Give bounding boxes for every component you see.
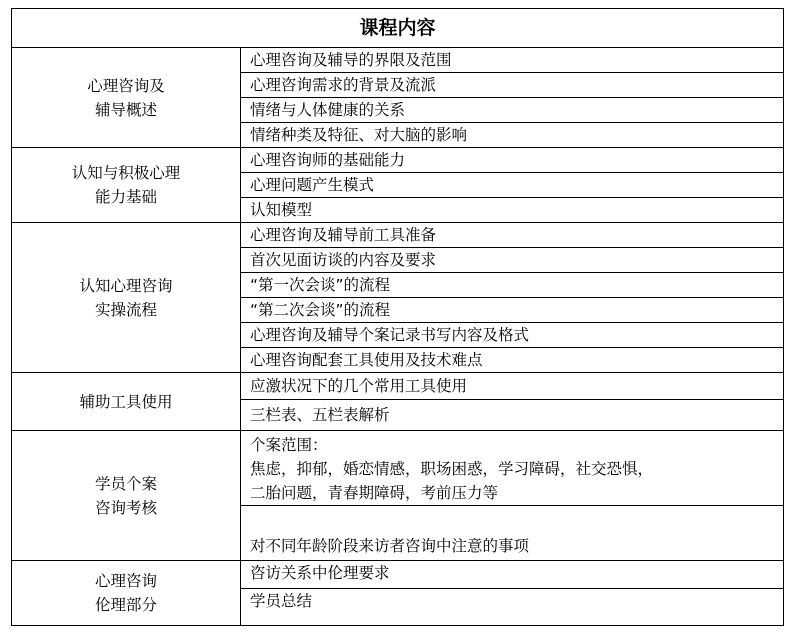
course-item: 焦虑，抑郁，婚恋情感，职场困惑，学习障碍，社交恐惧， — [250, 460, 654, 478]
category-cell — [12, 223, 241, 373]
category-label: 咨询考核 — [94, 498, 157, 517]
category-label: 能力基础 — [94, 188, 157, 206]
course-item: 心理咨询及辅导的界限及范围 — [241, 48, 784, 73]
category-label: 实操流程 — [94, 300, 157, 319]
course-item: 对不同年龄阶段来访者咨询中注意的事项 — [241, 506, 784, 561]
course-item-block — [241, 431, 784, 506]
category-cell — [12, 148, 241, 223]
course-item: “第一次会谈”的流程 — [241, 273, 784, 298]
course-item: 个案范围： — [250, 436, 328, 454]
table-title: 课程内容 — [12, 9, 784, 48]
category-cell — [12, 561, 241, 626]
category-label: 辅助工具使用 — [79, 392, 173, 411]
course-item: 心理咨询配套工具使用及技术难点 — [241, 348, 784, 373]
course-item: 情绪种类及特征、对大脑的影响 — [241, 123, 784, 148]
category-cell — [12, 431, 241, 561]
course-item: 心理咨询及辅导个案记录书写内容及格式 — [241, 323, 784, 348]
category-label: 心理咨询 — [94, 572, 157, 590]
category-label: 伦理部分 — [94, 596, 157, 614]
course-item: 首次见面访谈的内容及要求 — [241, 248, 784, 273]
category-label: 学员个案 — [94, 474, 157, 493]
category-label: 心理咨询及 — [87, 76, 165, 95]
category-cell — [12, 373, 241, 431]
course-item: 心理咨询师的基础能力 — [241, 148, 784, 173]
course-item: 认知模型 — [241, 198, 784, 223]
course-item: 咨访关系中伦理要求 — [241, 561, 784, 589]
category-cell — [12, 48, 241, 148]
course-item: 三栏表、五栏表解析 — [241, 400, 784, 431]
course-item: “第二次会谈”的流程 — [241, 298, 784, 323]
course-item: 心理咨询需求的背景及流派 — [241, 73, 784, 98]
category-label: 辅导概述 — [94, 100, 157, 119]
course-item: 二胎问题，青春期障碍，考前压力等 — [250, 484, 499, 502]
category-label: 认知与积极心理 — [71, 164, 181, 182]
course-item: 心理咨询及辅导前工具准备 — [241, 223, 784, 248]
course-item: 心理问题产生模式 — [241, 173, 784, 198]
title-row — [12, 9, 784, 48]
course-table — [11, 8, 784, 626]
category-label: 认知心理咨询 — [79, 276, 173, 295]
course-item: 应激状况下的几个常用工具使用 — [241, 373, 784, 400]
course-item: 学员总结 — [241, 589, 784, 626]
course-item: 情绪与人体健康的关系 — [241, 98, 784, 123]
